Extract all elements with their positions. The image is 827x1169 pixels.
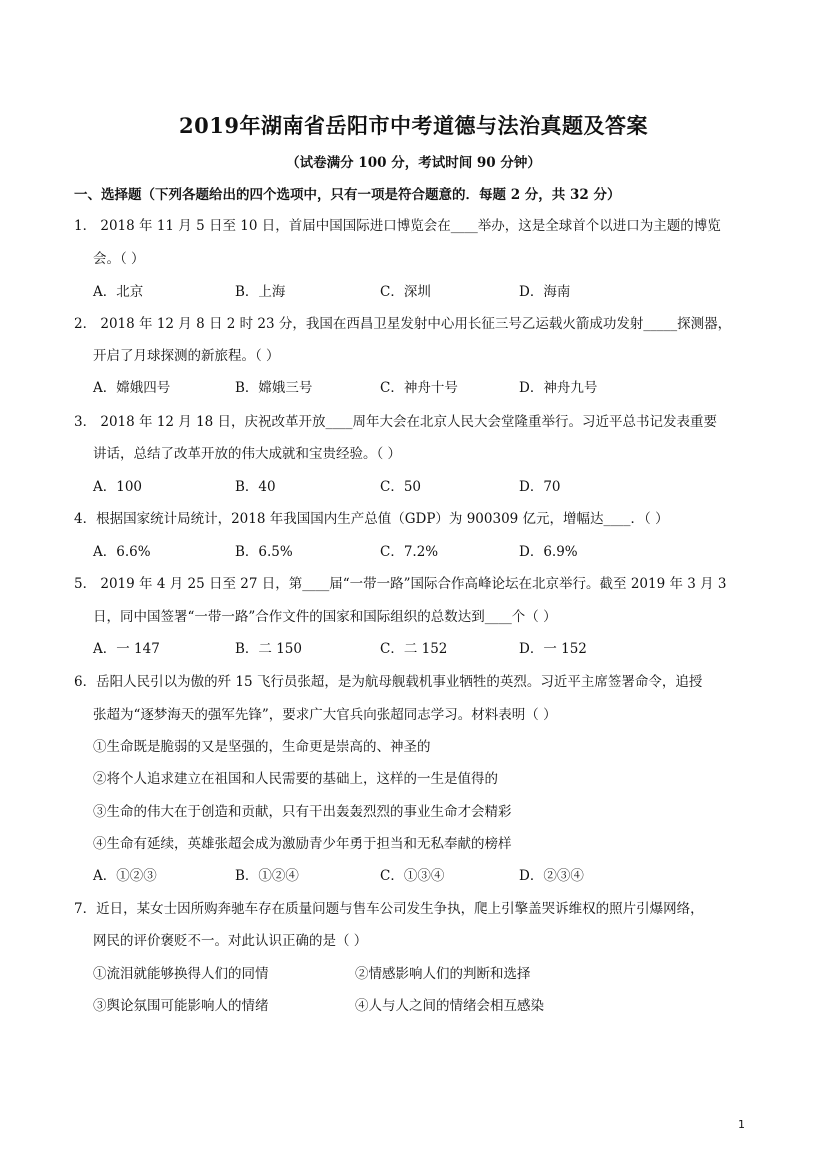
q7-statement-4: ④人与人之间的情绪会相互感染 [355, 998, 544, 1014]
q4-option-a: A．6.6% [93, 544, 151, 560]
q2-option-a: A．嫦娥四号 [93, 380, 171, 396]
q3-line-1: 3． 2018 年 12 月 18 日，庆祝改革开放____周年大会在北京人民大会堂隆重举行。习近平总书记发表重要 [74, 414, 718, 430]
q4-option-c: C．7.2% [380, 544, 439, 560]
page-title: 2019年湖南省岳阳市中考道德与法治真题及答案 [179, 113, 648, 138]
q2-option-c: C．神舟十号 [380, 380, 458, 396]
q1-option-d: D．海南 [519, 284, 571, 300]
q5-option-c: C．二 152 [380, 641, 448, 657]
q2-line-2: 开启了月球探测的新旅程。（ ） [93, 348, 280, 364]
q4-option-b: B．6.5% [235, 544, 293, 560]
q3-line-2: 讲话，总结了改革开放的伟大成就和宝贵经验。（ ） [93, 446, 402, 462]
q1-line-1: 1． 2018 年 11 月 5 日至 10 日，首届中国国际进口博览会在____举办，这是全球首个以进口为主题的博览 [74, 218, 721, 234]
q6-line-1: 6．岳阳人民引以为傲的歼 15 飞行员张超，是为航母舰载机事业牺牲的英烈。习近平主席签署命令，追授 [74, 674, 703, 690]
q7-statement-1: ①流泪就能够换得人们的同情 [93, 966, 269, 982]
q6-line-2: 张超为“逐梦海天的强军先锋”，要求广大官兵向张超同志学习。材料表明（ ） [93, 707, 557, 723]
q7-line-2: 网民的评价褒贬不一。对此认识正确的是（ ） [93, 933, 368, 949]
q3-option-d: D．70 [519, 479, 561, 495]
q3-option-a: A．100 [93, 479, 143, 495]
q6-option-d: D．②③④ [519, 868, 584, 884]
q2-line-1: 2． 2018 年 12 月 8 日 2 时 23 分，我国在西昌卫星发射中心用长征三号乙运载火箭成功发射_____探测器， [74, 316, 732, 332]
q6-option-b: B．①②④ [235, 868, 299, 884]
q2-option-d: D．神舟九号 [519, 380, 598, 396]
q6-option-c: C．①③④ [380, 868, 445, 884]
q6-option-a: A．①②③ [93, 868, 157, 884]
q5-line-2: 日，同中国签署“一带一路”合作文件的国家和国际组织的总数达到____个（ ） [93, 609, 557, 625]
q5-option-a: A．一 147 [93, 641, 160, 657]
q2-option-b: B．嫦娥三号 [235, 380, 313, 396]
q6-statement-1: ①生命既是脆弱的又是坚强的，生命更是崇高的、神圣的 [93, 739, 431, 755]
section-heading: 一、选择题（下列各题给出的四个选项中，只有一项是符合题意的．每题 2 分，共 32 分） [74, 187, 621, 203]
exam-info: （试卷满分 100 分，考试时间 90 分钟） [286, 155, 541, 171]
q6-statement-4: ④生命有延续，英雄张超会成为激励青少年勇于担当和无私奉献的榜样 [93, 836, 512, 852]
page-number: 1 [738, 1118, 745, 1131]
q1-option-a: A．北京 [93, 284, 144, 300]
q5-line-1: 5． 2019 年 4 月 25 日至 27 日，第____届“一带一路”国际合作高峰论坛在北京举行。截至 2019 年 3 月 3 [74, 576, 727, 592]
q6-statement-2: ②将个人追求建立在祖国和人民需要的基础上，这样的一生是值得的 [93, 771, 498, 787]
q4-option-d: D．6.9% [519, 544, 578, 560]
q7-statement-3: ③舆论氛围可能影响人的情绪 [93, 998, 269, 1014]
q1-option-c: C．深圳 [380, 284, 431, 300]
q1-line-2: 会。（ ） [93, 251, 145, 267]
q5-option-d: D．一 152 [519, 641, 587, 657]
q7-statement-2: ②情感影响人们的判断和选择 [355, 966, 531, 982]
q4-line-1: 4．根据国家统计局统计，2018 年我国国内生产总值（GDP）为 900309 亿元，增幅达____．（ ） [74, 511, 669, 527]
q6-statement-3: ③生命的伟大在于创造和贡献，只有干出轰轰烈烈的事业生命才会精彩 [93, 804, 512, 820]
q3-option-b: B．40 [235, 479, 276, 495]
q3-option-c: C．50 [380, 479, 422, 495]
q5-option-b: B．二 150 [235, 641, 302, 657]
q7-line-1: 7．近日，某女士因所购奔驰车存在质量问题与售车公司发生争执，爬上引擎盖哭诉维权的照片引爆网络， [74, 901, 704, 917]
q1-option-b: B．上海 [235, 284, 286, 300]
